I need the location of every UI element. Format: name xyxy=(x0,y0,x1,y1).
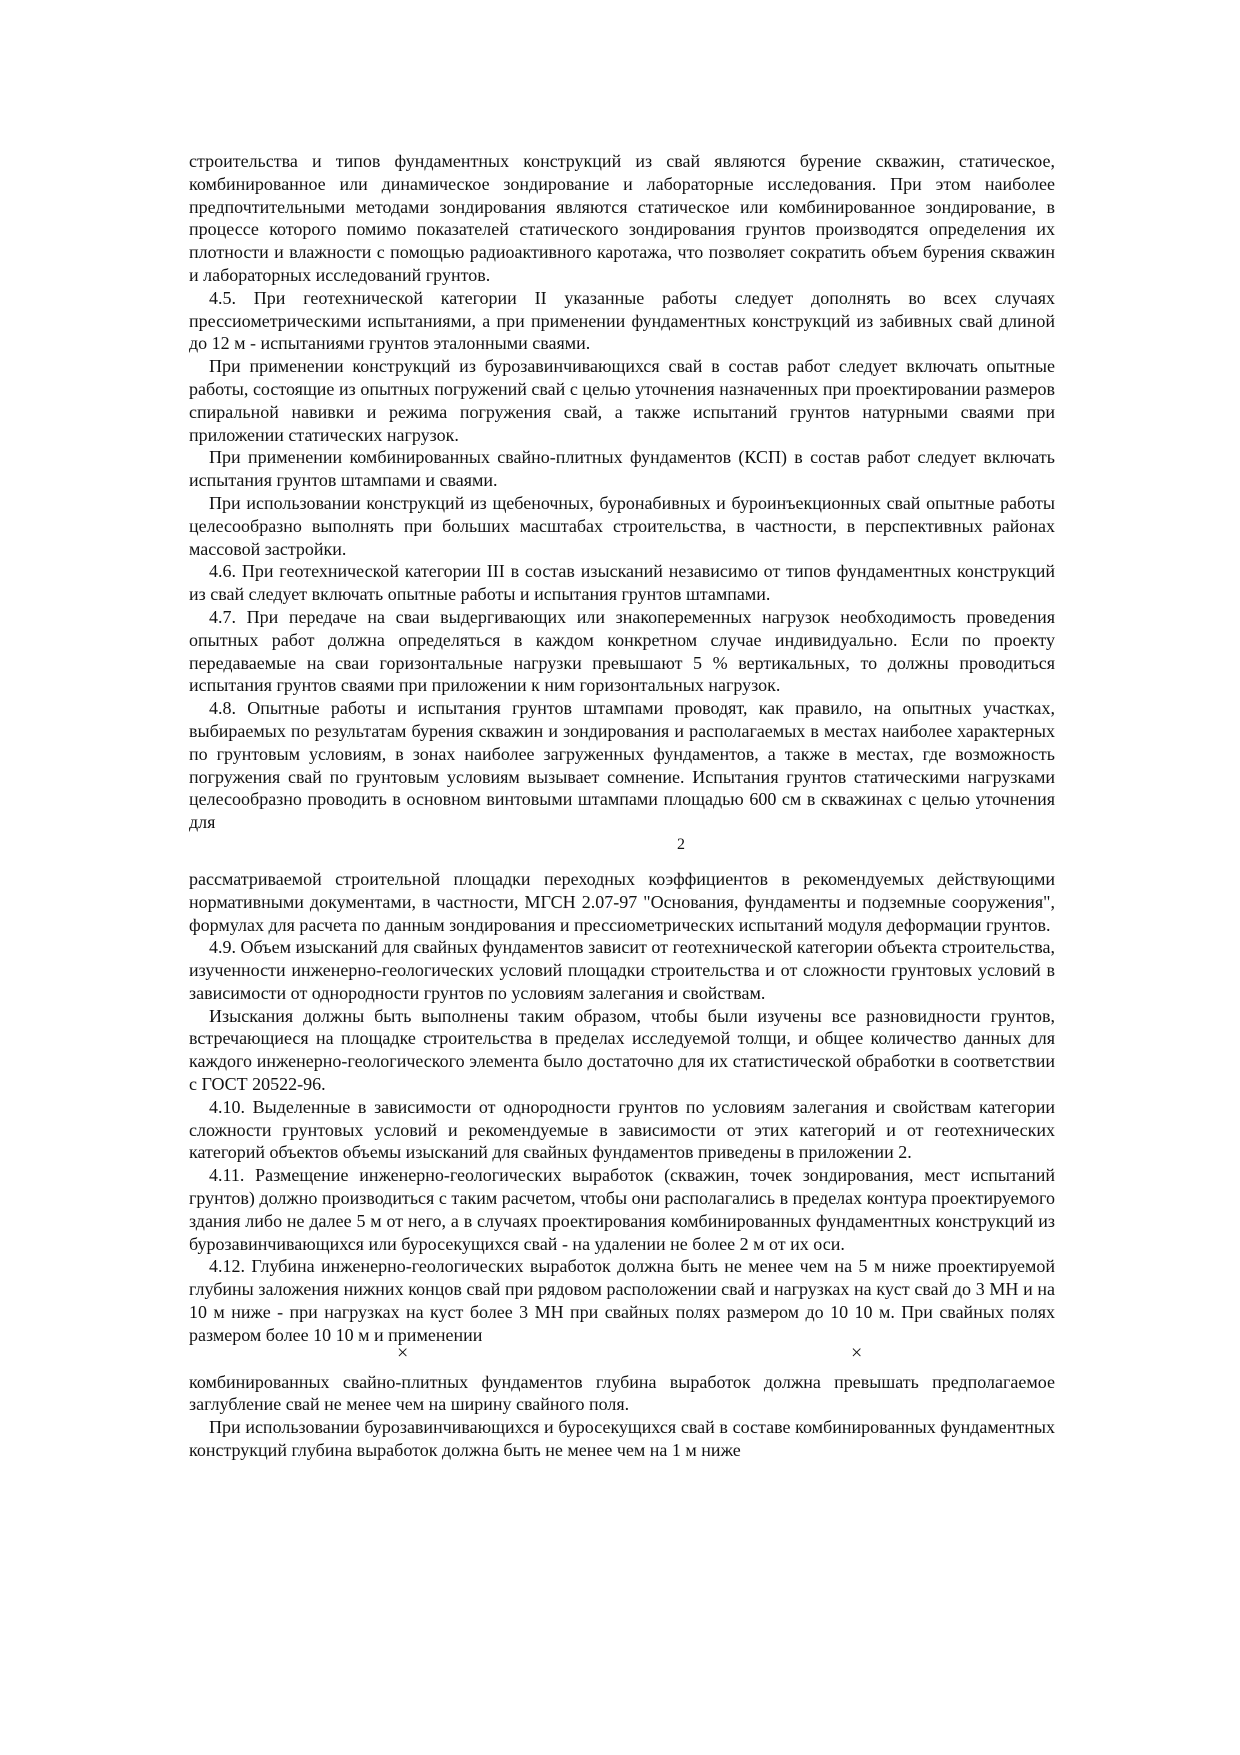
document-page xyxy=(189,150,1055,1462)
paragraph-4-11: 4.11. Размещение инженерно-геологических выработок (скважин, точек зондирования, мест испытаний грунтов) должно производиться с таким расчетом, чтобы они располагались в пределах контура проектируемого здания либо не далее 5 м от него, а в случаях проектирования комбинированных фундаментных конструкций из бурозавинчивающихся или буросекущихся свай - на удалении не более 2 м от их оси. xyxy=(189,1165,1055,1254)
paragraph-4-6: 4.6. При геотехнической категории III в состав изысканий независимо от типов фундаментных конструкций из свай следует включать опытные работы и испытания грунтов штампами. xyxy=(189,561,1055,605)
paragraph-4-8-continued: рассматриваемой строительной площадки переходных коэффициентов в рекомендуемых действующими нормативными документами, в частности, МГСН 2.07-97 "Основания, фундаменты и подземные сооружения", формулах для расчета по данным зондирования и прессиометрических испытаний модуля деформации грунтов. xyxy=(189,868,1055,935)
paragraph-4-12-continued: комбинированных свайно-плитных фундаментов глубина выработок должна превышать предполагаемое заглубление свай не менее чем на ширину свайного поля. xyxy=(189,1371,1055,1415)
paragraph-4-9: 4.9. Объем изысканий для свайных фундаментов зависит от геотехнической категории объекта строительства, изученности инженерно-геологических условий площадки строительства и от сложности грунтовых условий в зависимости от однородности грунтов по условиям залегания и свойствам. xyxy=(189,937,1055,1003)
paragraph-crushed-stone-piles: При использовании конструкций из щебеночных, буронабивных и буроинъекционных свай опытные работы целесообразно выполнять при больших масштабах строительства, в частности, в перспективных районах массовой застройки. xyxy=(189,492,1055,559)
superscript-2: 2 xyxy=(677,835,685,853)
paragraph-4-12: 4.12. Глубина инженерно-геологических выработок должна быть не менее чем на 5 м ниже проектируемой глубины заложения нижних концов свай при рядовом расположении свай и нагрузках на куст свай до 3 МН и на 10 м ниже - при нагрузках на куст более 3 МН при свайных полях размером до 10 10 м. При свайных полях размером более 10 10 м и применении xyxy=(189,1256,1055,1345)
multiplication-sign: × xyxy=(851,1341,863,1364)
paragraph-4-10: 4.10. Выделенные в зависимости от однородности грунтов по условиям залегания и свойствам категории сложности грунтовых условий и рекомендуемые в зависимости от этих категорий и от геотехнических категорий объектов объемы изысканий для свайных фундаментов приведены в приложении 2. xyxy=(189,1096,1055,1163)
paragraph-4-7: 4.7. При передаче на сваи выдергивающих или знакопеременных нагрузок необходимость проведения опытных работ должна определяться в каждом конкретном случае индивидуально. Если по проекту передаваемые на сваи горизонтальные нагрузки превышают 5 % вертикальных, то должны проводиться испытания грунтов сваями при приложении к ним горизонтальных нагрузок. xyxy=(189,606,1055,696)
paragraph-4-5: 4.5. При геотехнической категории II указанные работы следует дополнять во всех случаях прессиометрическими испытаниями, а при применении фундаментных конструкций из забивных свай длиной до 12 м - испытаниями грунтов эталонными сваями. xyxy=(189,287,1055,354)
paragraph-surveys: Изыскания должны быть выполнены таким образом, чтобы были изучены все разновидности грунтов, встречающиеся на площадке строительства в пределах исследуемой толщи, и общее количество данных для каждого инженерно-геологического элемента было достаточно для их статистической обработки в соответствии с ГОСТ 20522-96. xyxy=(189,1005,1055,1095)
superscript-row xyxy=(189,834,1055,868)
paragraph-ksp: При применении комбинированных свайно-плитных фундаментов (КСП) в состав работ следует включать испытания грунтов штампами и сваями. xyxy=(189,447,1055,491)
paragraph-4-8: 4.8. Опытные работы и испытания грунтов штампами проводят, как правило, на опытных участках, выбираемых по результатам бурения скважин и зондирования и располагаемых в местах наиболее характерных по грунтовым условиям, в зонах наиболее загруженных фундаментов, а также в местах, где возможность погружения свай по грунтовым условиям вызывает сомнение. Испытания грунтов статическими нагрузками целесообразно проводить в основном винтовыми штампами площадью 600 см в скважинах с целью уточнения для xyxy=(189,698,1055,833)
paragraph-screw-piles: При применении конструкций из бурозавинчивающихся свай в состав работ следует включать опытные работы, состоящие из опытных погружений свай с целью уточнения назначенных при проектировании размеров спиральной навивки и режима погружения свай, а также испытаний грунтов натурными сваями при приложении статических нагрузок. xyxy=(189,356,1055,445)
paragraph-screw-secant-piles: При использовании бурозавинчивающихся и буросекущихся свай в составе комбинированных фундаментных конструкций глубина выработок должна быть не менее чем на 1 м ниже xyxy=(189,1417,1055,1461)
multiplication-row xyxy=(189,1341,1055,1371)
multiplication-sign: × xyxy=(397,1341,409,1364)
paragraph-intro: строительства и типов фундаментных конструкций из свай являются бурение скважин, статическое, комбинированное или динамическое зондирование и лабораторные исследования. При этом наиболее предпочтительными методами зондирования являются статическое или комбинированное зондирование, в процессе которого помимо показателей статического зондирования грунтов производятся определения их плотности и влажности с помощью радиоактивного каротажа, что позволяет сократить объем бурения скважин и лабораторных исследований грунтов. xyxy=(189,151,1055,285)
